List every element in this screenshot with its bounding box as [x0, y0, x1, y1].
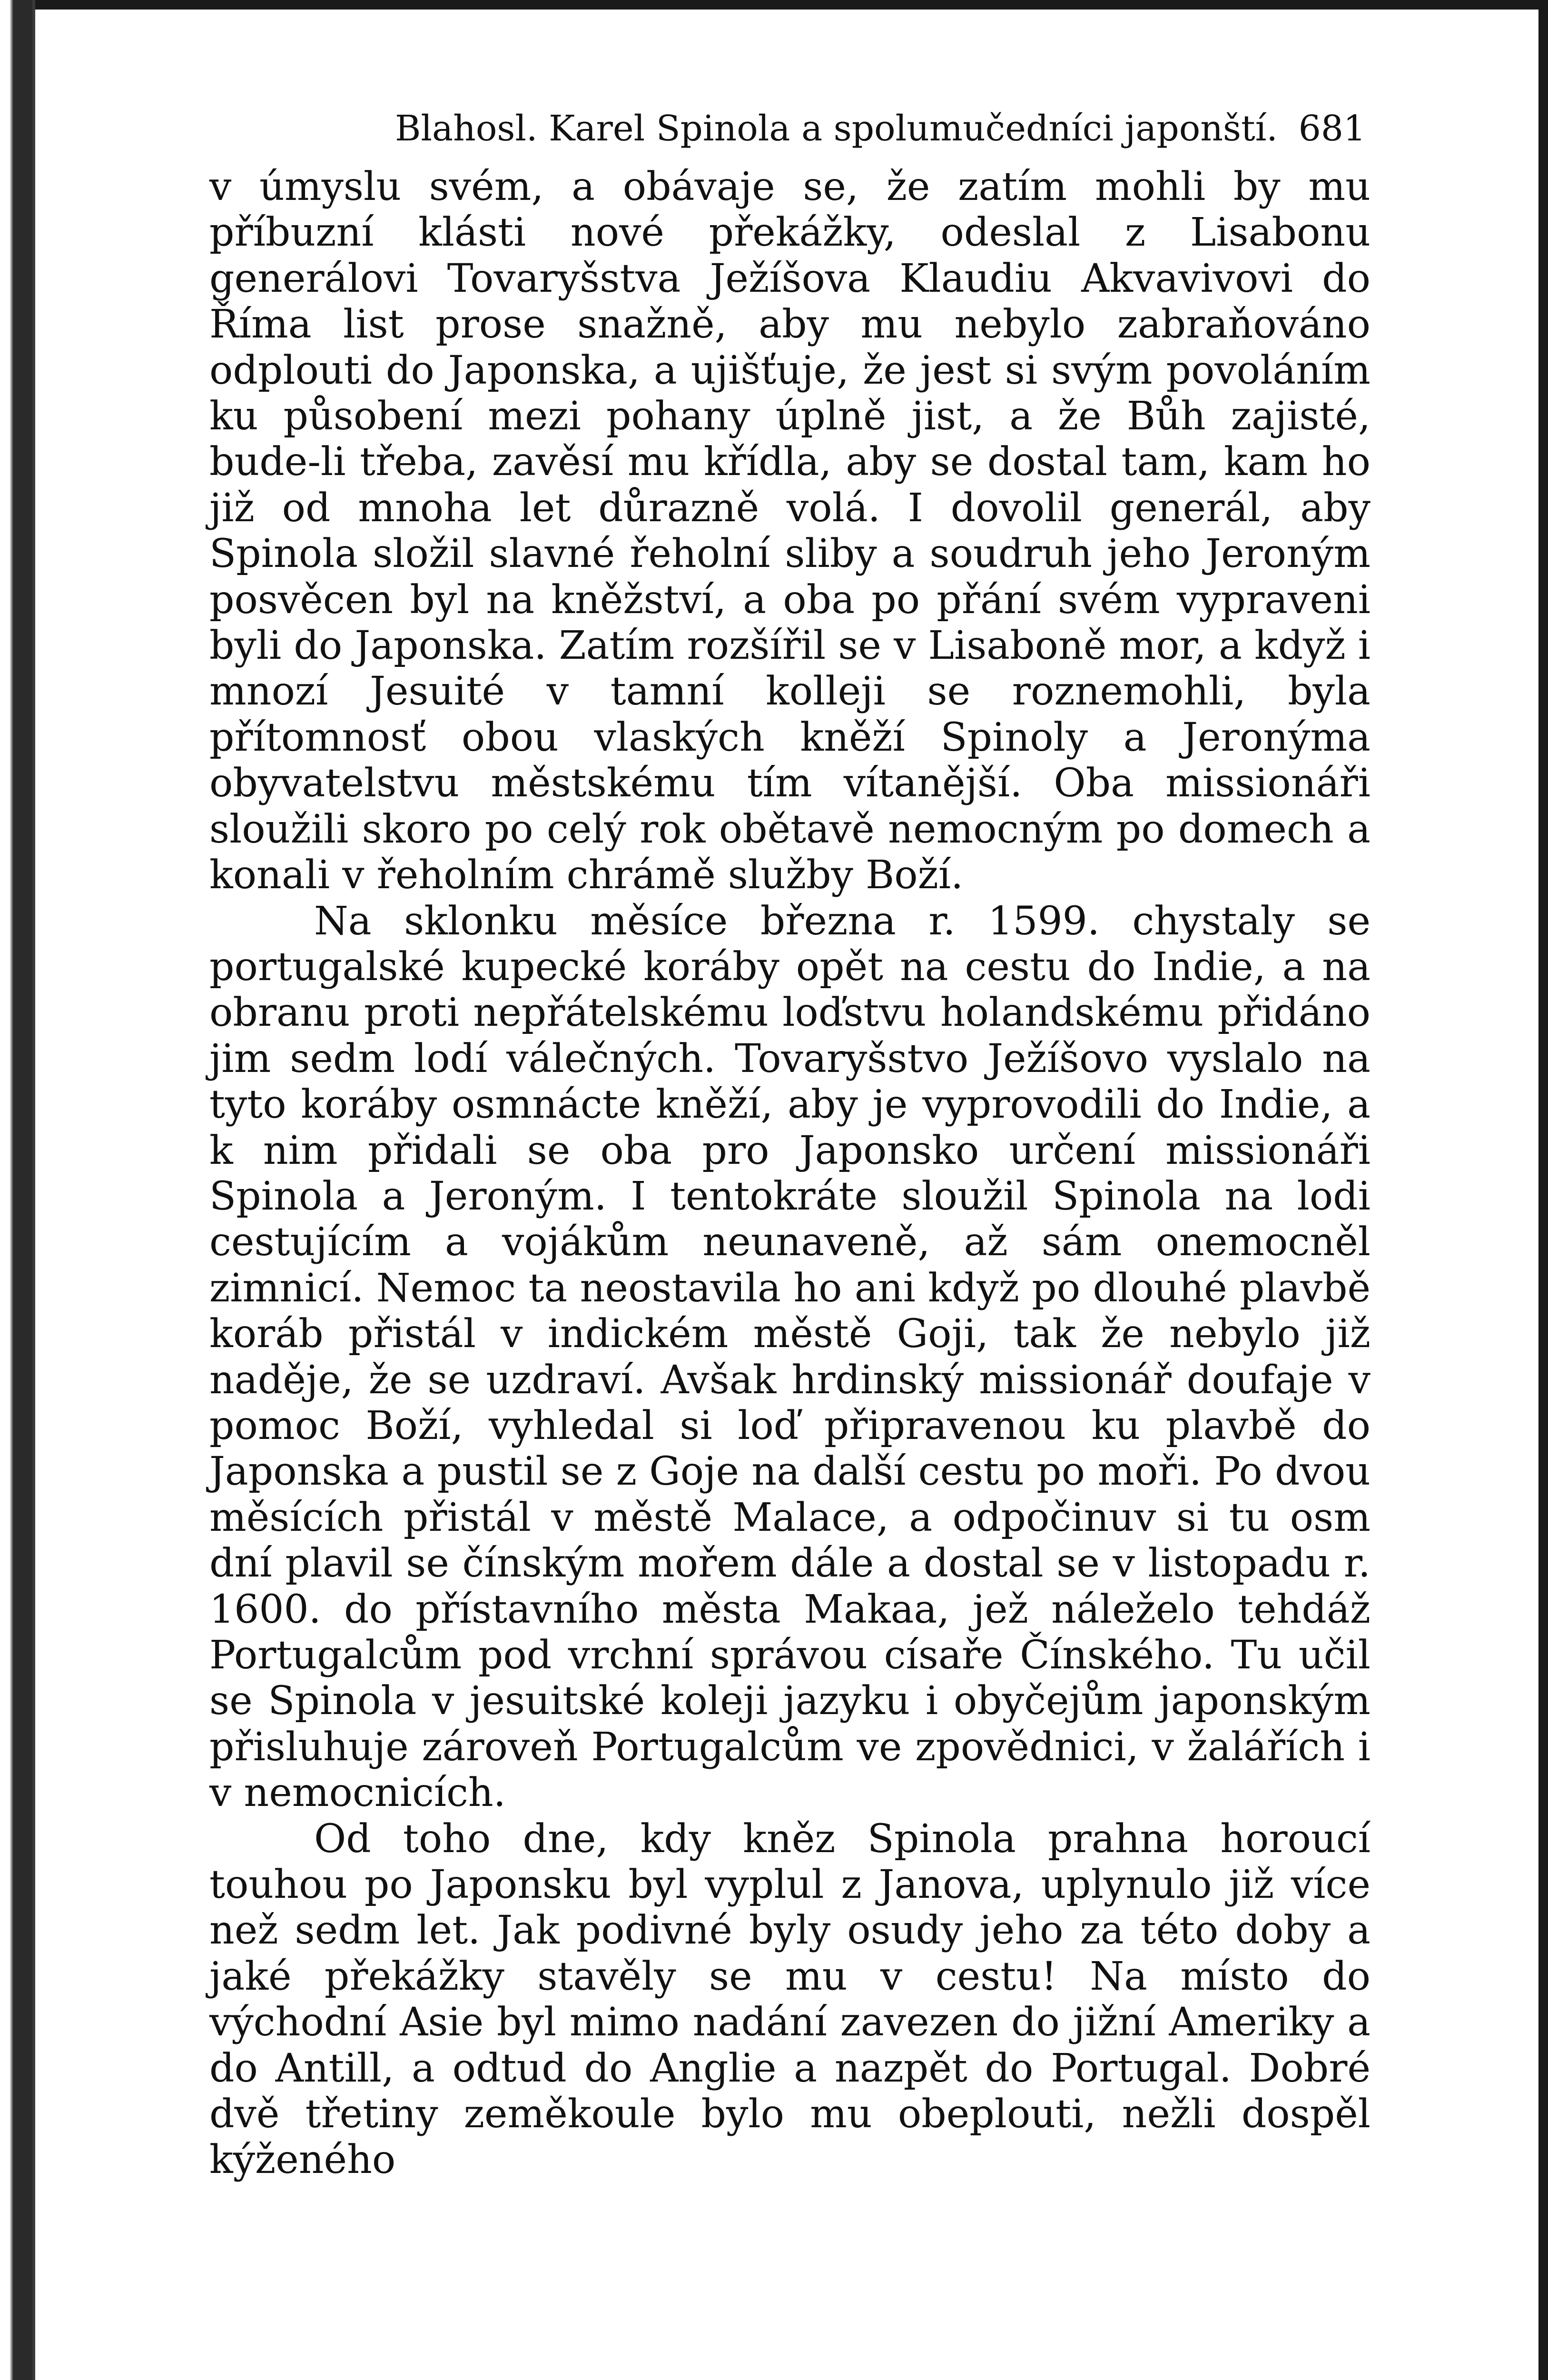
- page-content: [209, 93, 1371, 2183]
- scan-border-left: [0, 0, 33, 2380]
- scan-border-right: [1538, 0, 1548, 2380]
- running-title: Blahosl. Karel Spinola a spolumučedníci japonští.: [395, 108, 1278, 149]
- body-text: [209, 164, 1371, 2183]
- scan-border-top: [0, 0, 1548, 10]
- page-number: 681: [1298, 108, 1366, 149]
- page-header: [209, 93, 1371, 164]
- paragraph-2: Na sklonku měsíce března r. 1599. chystaly se portugalské kupecké koráby opět na cestu do Indie, a na obranu proti nepřátelskému loďstvu holandskému přidáno jim sedm lodí válečných. Tovaryšstvo Ježíšovo vyslalo na tyto koráby osmnácte kněží, aby je vyprovodili do Indie, a k nim přidali se oba pro Japonsko určení missionáři Spinola a Jeroným. I tentokráte sloužil Spinola na lodi cestujícím a vojákům neunaveně, až sám onemocněl zimnicí. Nemoc ta neostavila ho ani když po dlouhé plavbě koráb přistál v indickém městě Goji, tak že nebylo již naděje, že se uzdraví. Avšak hrdinský missionář doufaje v pomoc Boží, vyhledal si loď připravenou ku plavbě do Japonska a pustil se z Goje na další cestu po moři. Po dvou měsících přistál v městě Malace, a odpočinuv si tu osm dní plavil se čínským mořem dále a dostal se v listopadu r. 1600. do přístavního města Makaa, jež náleželo tehdáž Portugalcům pod vrchní správou císaře Čínského. Tu učil se Spinola v jesuitské koleji jazyku i obyčejům japonským přisluhuje zároveň Portugalcům ve zpovědnici, v žalářích i v nemocnicích.: [209, 898, 1371, 1816]
- paragraph-1: v úmyslu svém, a obávaje se, že zatím mohli by mu příbuzní klásti nové překážky, odeslal z Lisabonu generálovi Tovaryšstva Ježíšova Klaudiu Akvavivovi do Říma list prose snažně, aby mu nebylo zabraňováno odplouti do Japonska, a ujišťuje, že jest si svým povoláním ku působení mezi pohany úplně jist, a že Bůh zajisté, bude-li třeba, zavěsí mu křídla, aby se dostal tam, kam ho již od mnoha let důrazně volá. I dovolil generál, aby Spinola složil slavné řeholní sliby a soudruh jeho Jeroným posvěcen byl na kněžství, a oba po přání svém vypraveni byli do Japonska. Zatím rozšířil se v Lisaboně mor, a když i mnozí Jesuité v tamní kolleji se roznemohli, byla přítomnosť obou vlaských kněží Spinoly a Jeronýma obyvatelstvu městskému tím vítanější. Oba missionáři sloužili skoro po celý rok obětavě nemocným po domech a konali v řeholním chrámě služby Boží.: [209, 164, 1371, 898]
- scan-binding-line: [32, 0, 35, 2380]
- paragraph-3: Od toho dne, kdy kněz Spinola prahna horoucí touhou po Japonsku byl vyplul z Janova, uplynulo již více než sedm let. Jak podivné byly osudy jeho za této doby a jaké překážky stavěly se mu v cestu! Na místo do východní Asie byl mimo nadání zavezen do jižní Ameriky a do Antill, a odtud do Anglie a nazpět do Portugal. Dobré dvě třetiny zeměkoule bylo mu obeplouti, nežli dospěl kýženého: [209, 1816, 1371, 2183]
